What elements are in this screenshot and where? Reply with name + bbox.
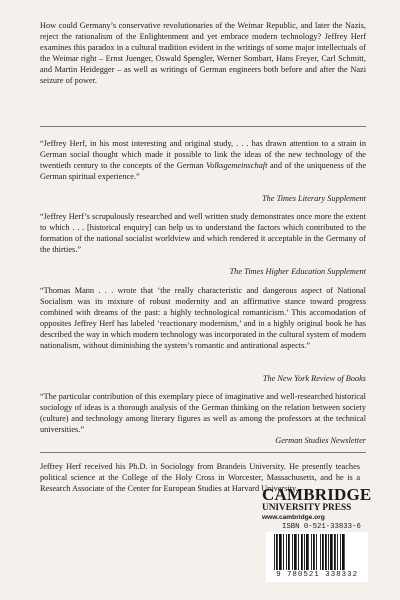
book-description (40, 20, 366, 86)
review-quote-3-text: “Thomas Mann . . . wrote that ‘the really characteristic and dangerous aspect of National Socialism was its mixture of robust modernity and an affirmative stance toward progress combined with dreams of the past: a highly technological romanticism.’ This accomodation of opposites Jeffrey Herf has labeled ‘reactionary modernism,’ and in a highly original book he has described the way in which modern technology was incorporated in the cultural system of modern nationalism, without diminishing the system’s romantic and antirational aspects.” (40, 286, 366, 350)
barcode-bar (276, 534, 278, 570)
barcode-bar (294, 534, 297, 570)
book-description-text: How could Germany’s conservative revolutionaries of the Weimar Republic, and later the Nazis, reject the rationalism of the Enlightenment and yet embrace modern technology? Jeffrey Herf examines this paradox in a cultural tradition evident in the writings of some major intellectuals of the Weimar right – Ernst Juenger, Oswald Spengler, Werner Sombart, Hans Freyer, Carl Schmitt, and Martin Heidegger – as well as writings of German engineers both before and after the Nazi seizure of power. (40, 21, 366, 85)
barcode-bar (316, 534, 317, 570)
barcode-number: 9 780521 338332 (276, 571, 358, 579)
review-quote-2-text: “Jeffrey Herf’s scrupulously researched and well written study demonstrates once more the extent to which . . . [historical enquiry] can help us to understand the factors which contributed to the formation of the national socialist worldview and which rendered it acceptable in the Germany of the thirties.” (40, 212, 366, 254)
barcode-bar (298, 534, 299, 570)
publisher-logo (262, 486, 372, 522)
publisher-name: CAMBRIDGE (262, 485, 372, 504)
barcode-bar (313, 534, 315, 570)
barcode-bar (306, 534, 309, 570)
barcode-bar (340, 534, 341, 570)
section-divider (40, 126, 366, 127)
barcode-bar (334, 534, 336, 570)
barcode-bar (322, 534, 324, 570)
review-quote-1-text-end: and of the uniqueness of the German spiritual experience.” (40, 161, 367, 181)
review-source-3: The New York Review of Books (262, 374, 366, 383)
barcode-bar (337, 534, 338, 570)
barcode-bar (330, 534, 333, 570)
barcode-bar (279, 534, 282, 570)
review-quote-3 (40, 285, 366, 351)
barcode (266, 532, 368, 582)
review-quote-4-text: “The particular contribution of this exemplary piece of imaginative and well-researched historical sociology of ideas is a thorough analysis of the German thinking on the relation between society (culture) and technology among literary figures as well as among the professors at the technical universities.” (40, 392, 366, 434)
review-quote-4 (40, 391, 366, 435)
review-quote-1 (40, 138, 366, 182)
section-divider-2 (40, 452, 366, 453)
review-source-1: The Times Literary Supplement (262, 194, 366, 203)
barcode-bar (301, 534, 303, 570)
barcode-bar (311, 534, 312, 570)
review-quote-2 (40, 211, 366, 255)
isbn-label: ISBN 0-521-33833-6 (282, 523, 361, 531)
review-source-2: The Times Higher Education Supplement (229, 267, 366, 276)
publisher-url: www.cambridge.org (262, 514, 325, 521)
review-quote-1-text: “Jeffrey Herf, in his most interesting and original study, . . . has drawn attention to a strain in German social thought which made it possible to link the ideas of the new technology of the twentieth century to the concepts of the German (40, 139, 366, 170)
barcode-bar (283, 534, 284, 570)
author-bio-text: Jeffrey Herf received his Ph.D. in Sociology from Brandeis University. He presently teaches political science at the College of the Holy Cross in Worcester, Massachusetts, and he is a Research Associate of the Center for European Studies at Harvard University. (40, 462, 360, 493)
barcode-bar (342, 534, 345, 570)
barcode-bar (288, 534, 290, 570)
barcode-bar (320, 534, 321, 570)
barcode-bar (274, 534, 275, 570)
barcode-bar (292, 534, 293, 570)
barcode-bar (328, 534, 329, 570)
barcode-bar (304, 534, 305, 570)
barcode-bars-icon (274, 534, 364, 570)
publisher-press: UNIVERSITY PRESS (262, 503, 352, 513)
review-quote-1-italic-term: Volksgemeinschaft (206, 161, 268, 170)
barcode-bar (325, 534, 327, 570)
barcode-bar (286, 534, 287, 570)
review-source-4: German Studies Newsletter (275, 436, 366, 445)
